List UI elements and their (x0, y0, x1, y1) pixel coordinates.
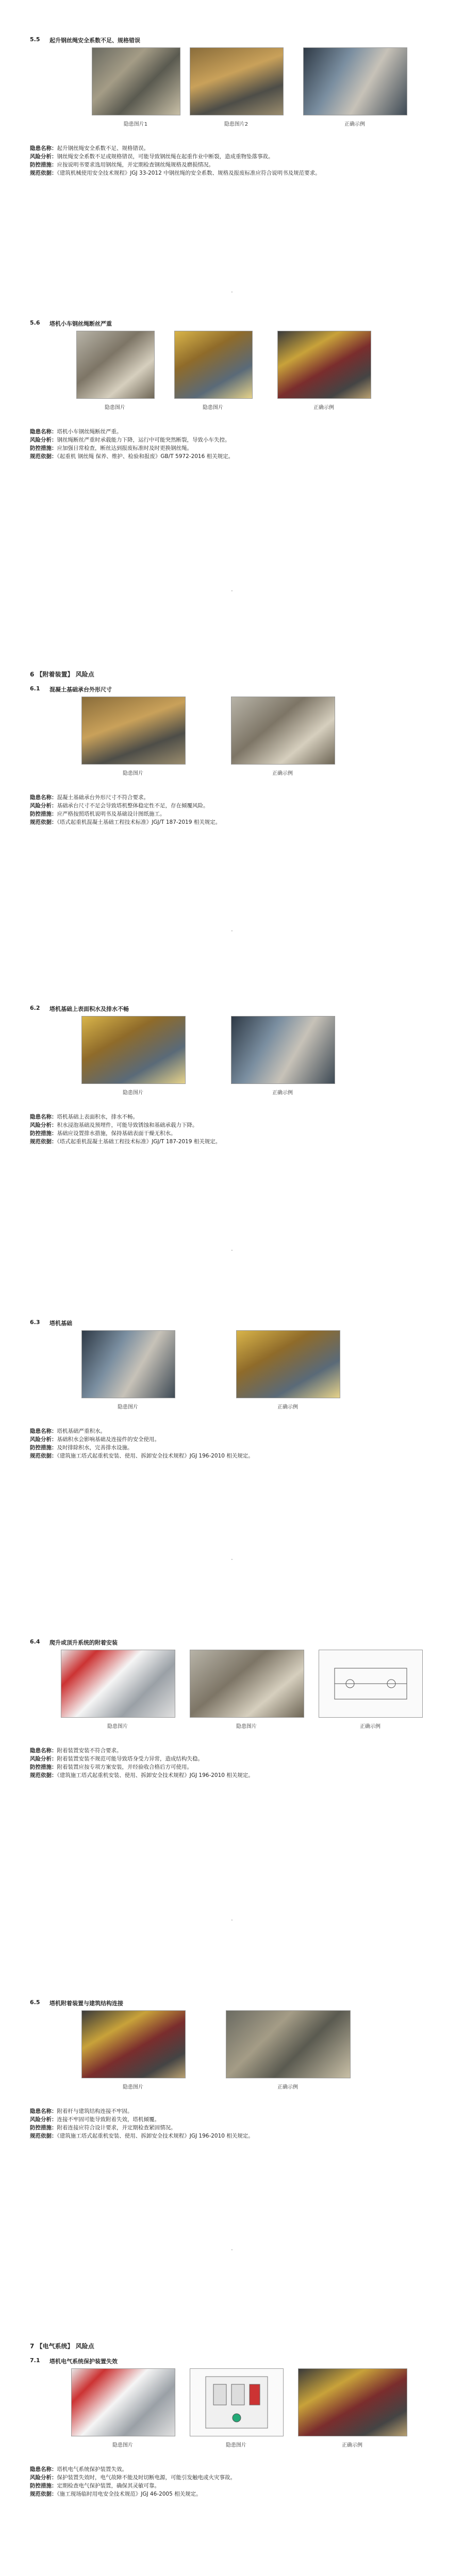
hazard-text: 隐患名称：塔机小车钢丝绳断丝严重。 风险分析：钢丝绳断丝严重时承载能力下降，运行中可能突然断裂，导致小车失控。 防控措施：应加强日常检查，断丝达到报废标准时及时更换钢丝绳。 规范依据：《起重机 钢丝绳 保养、维护、检验和报废》GB/T 5972-2016 相关规定。 (30, 429, 234, 460)
photo-caption: 隐患图片1 (123, 122, 148, 127)
item-number: 6.5 (30, 1999, 40, 2006)
photo-caption: 隐患图片 (236, 1724, 257, 1730)
example-photo (231, 697, 335, 765)
photo-caption: 正确示例 (313, 405, 334, 411)
hazard-block-6-1 (30, 685, 432, 974)
page-separator: · (231, 2246, 233, 2253)
page-separator: · (231, 1247, 233, 1254)
item-number: 6.3 (30, 1319, 40, 1326)
hazard-photo (81, 1016, 186, 1084)
example-photo (303, 47, 407, 115)
hazard-photo (71, 2368, 175, 2436)
hazard-text: 隐患名称：塔机基础上表面积水，排水不畅。 风险分析：积水浸泡基础及预埋件，可能导致锈蚀和基础承载力下降。 防控措施：基础应设置排水措施，保持基础表面干燥无积水。 规范依据：《塔式起重机混凝土基础工程技术标准》JGJ/T 187-2019 相关规定。 (30, 1114, 221, 1145)
section-heading: 6 【附着装置】 风险点 (30, 671, 94, 678)
item-title: 塔机附着装置与建筑结构连接 (49, 2000, 123, 2007)
image-row (61, 1016, 422, 1109)
section-heading: 7 【电气系统】 风险点 (30, 2343, 94, 2350)
example-photo (236, 1330, 340, 1398)
hazard-block-6-5 (30, 1999, 432, 2287)
hazard-photo (61, 1650, 175, 1718)
hazard-block-6-2 (30, 1005, 432, 1293)
photo-caption: 隐患图片 (123, 1090, 143, 1096)
page-separator: · (231, 1917, 233, 1924)
photo-caption: 正确示例 (272, 1090, 293, 1096)
hazard-photo (190, 47, 284, 115)
example-photo (298, 2368, 407, 2436)
example-photo (277, 331, 371, 399)
photo-caption: 隐患图片 (112, 2443, 133, 2448)
photo-caption: 正确示例 (360, 1724, 380, 1730)
item-number: 6.4 (30, 1638, 40, 1645)
page-separator: · (231, 1556, 233, 1563)
photo-caption: 正确示例 (272, 771, 293, 776)
hazard-photo (76, 331, 155, 399)
item-number: 6.2 (30, 1005, 40, 1011)
photo-caption: 隐患图片 (123, 771, 143, 776)
page-separator: · (231, 927, 233, 935)
item-title: 塔机基础 (49, 1320, 72, 1327)
breaker-panel-icon (190, 2369, 283, 2436)
page-separator: · (231, 289, 233, 296)
hazard-text: 隐患名称：混凝土基础承台外形尺寸不符合要求。 风险分析：基础承台尺寸不足会导致塔机整体稳定性不足，存在倾覆风险。 防控措施：应严格按照塔机说明书及基础设计图纸施工。 规范依据：《塔式起重机混凝土基础工程技术标准》JGJ/T 187-2019 相关规定。 (30, 794, 221, 825)
example-photo (226, 2010, 351, 2078)
item-title: 混凝土基础承台外形尺寸 (49, 686, 112, 693)
hazard-photo (174, 331, 253, 399)
photo-caption: 正确示例 (277, 2084, 298, 2090)
item-number: 5.5 (30, 36, 40, 43)
photo-caption: 隐患图片 (107, 1724, 128, 1730)
hazard-block-5-6 (30, 319, 432, 608)
photo-caption: 隐患图片2 (224, 122, 248, 127)
image-row (61, 331, 422, 423)
hazard-photo (190, 2368, 284, 2436)
item-title: 塔机电气系统保护装置失效 (49, 2358, 118, 2365)
photo-caption: 隐患图片 (118, 1404, 138, 1410)
item-title: 塔机基础上表面积水及排水不畅 (49, 1006, 129, 1012)
example-photo (231, 1016, 335, 1084)
hazard-photo (92, 47, 180, 115)
item-number: 7.1 (30, 2357, 40, 2364)
photo-caption: 正确示例 (344, 122, 365, 127)
page-separator: · (231, 587, 233, 595)
image-row (61, 2010, 422, 2103)
image-row (61, 1330, 422, 1423)
image-row (61, 47, 422, 140)
example-drawing (319, 1650, 423, 1718)
hazard-photo (81, 697, 186, 765)
photo-caption: 正确示例 (277, 1404, 298, 1410)
hazard-text: 隐患名称：附着杆与建筑结构连接不牢固。 风险分析：连接不牢固可能导致附着失效，塔机倾覆。 防控措施：附着连接应符合设计要求，并定期检查紧固情况。 规范依据：《建筑施工塔式起重机安装、使用、拆卸安全技术规程》JGJ 196-2010 相关规定。 (30, 2108, 254, 2139)
hazard-text: 隐患名称：附着装置安装不符合要求。 风险分析：附着装置安装不规范可能导致塔身受力异常，造成结构失稳。 防控措施：附着装置应按专项方案安装，并经验收合格后方可使用。 规范依据：《建筑施工塔式起重机安装、使用、拆卸安全技术规程》JGJ 196-2010 相关规定。 (30, 1748, 254, 1778)
photo-caption: 隐患图片 (123, 2084, 143, 2090)
hazard-block-6-4 (30, 1638, 432, 1927)
item-number: 5.6 (30, 319, 40, 326)
item-title: 起升钢丝绳安全系数不足、规格错误 (49, 37, 140, 44)
hazard-block-6-3 (30, 1319, 432, 1607)
hazard-block-5-5 (30, 36, 432, 325)
hazard-photo (81, 1330, 175, 1398)
photo-caption: 隐患图片 (203, 405, 223, 411)
hazard-photo (81, 2010, 186, 2078)
item-number: 6.1 (30, 685, 40, 692)
item-title: 爬升或顶升系统的附着安装 (49, 1639, 118, 1646)
connector-drawing-icon (319, 1650, 422, 1717)
image-row (61, 1650, 422, 1742)
hazard-text: 隐患名称：塔机基础严重积水。 风险分析：基础积水会影响基础及连接件的安全使用。 防控措施：及时排除积水，完善排水设施。 规范依据：《建筑施工塔式起重机安装、使用、拆卸安全技术规程》JGJ 196-2010 相关规定。 (30, 1428, 254, 1459)
image-row (61, 2368, 422, 2461)
image-row (61, 697, 422, 789)
photo-caption: 正确示例 (342, 2443, 362, 2448)
photo-caption: 隐患图片 (105, 405, 125, 411)
item-title: 塔机小车钢丝绳断丝严重 (49, 320, 112, 327)
hazard-block-7-1 (30, 2357, 432, 2576)
hazard-text: 隐患名称：塔机电气系统保护装置失效。 风险分析：保护装置失效时，电气故障不能及时切断电源，可能引发触电或火灾事故。 防控措施：定期检查电气保护装置，确保其灵敏可靠。 规范依据：《施工现场临时用电安全技术规范》JGJ 46-2005 相关规定。 (30, 2466, 236, 2497)
hazard-text: 隐患名称：起升钢丝绳安全系数不足、规格错误。 风险分析：钢丝绳安全系数不足或规格错误，可能导致钢丝绳在起重作业中断裂，造成重物坠落事故。 防控措施：应按说明书要求选用钢丝绳，并定期检查钢丝绳规格及磨损情况。 规范依据：《建筑机械使用安全技术规程》JGJ 33-2012 中钢丝绳的安全系数、规格及报废标准应符合说明书及规范要求。 (30, 145, 321, 176)
photo-caption: 隐患图片 (226, 2443, 246, 2448)
hazard-photo (190, 1650, 304, 1718)
